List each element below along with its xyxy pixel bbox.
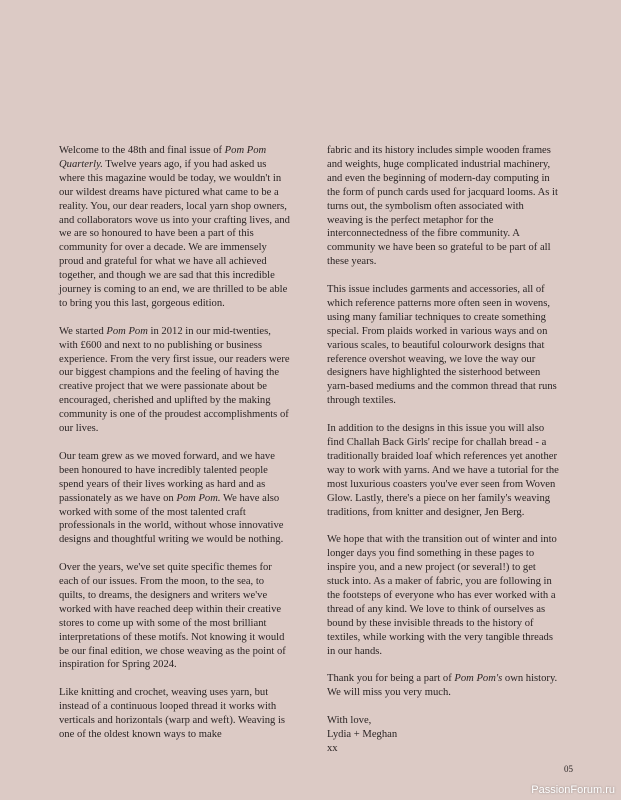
text-run: We started [59, 325, 107, 337]
signoff-line: With love, [327, 715, 372, 727]
text-run: Welcome to the 48th and final issue of [59, 145, 225, 156]
magazine-title: Pom Pom [106, 325, 148, 337]
magazine-title: Pom Pom. [176, 492, 221, 504]
signoff [327, 714, 559, 756]
signoff-kisses: xx [327, 742, 338, 754]
left-column [59, 144, 291, 742]
magazine-title: Pom Pom Quarterly. [59, 145, 267, 170]
text-run: own history. We will miss you very much. [327, 673, 558, 699]
text-run: Our team grew as we moved forward, and we have been honoured to have incredibly talented people spend years of their lives working as hard and as passionately as we have on [59, 450, 275, 504]
watermark: PassionForum.ru [531, 784, 615, 796]
page-number: 05 [564, 764, 573, 774]
right-column [327, 144, 559, 756]
signoff-names: Lydia + Meghan [327, 728, 398, 740]
text-run: Thank you for being a part of [327, 673, 455, 685]
history-paragraph [59, 325, 291, 436]
thanks-paragraph [327, 672, 559, 700]
intro-paragraph [59, 144, 291, 311]
additions-paragraph: In addition to the designs in this issue you will also find Challah Back Girls' recipe for challah bread - a traditionally braided loaf which references yet another way to work with yarns. And we have a tutorial for the most luxurious coasters you've ever seen from Woven Glow. Lastly, there's a piece on her family's weaving traditions, from knitter and designer, Jen Berg. [327, 423, 559, 518]
issue-contents-paragraph: This issue includes garments and accessories, all of which reference patterns more often seen in wovens, using many familiar techniques to create something special. From plaids worked in various ways and on various scales, to beautiful colourwork designs that reference overshot weaving, we love the way our designers have highlighted the sisterhood between yarn-based mediums and the common thread that runs through textiles. [327, 284, 557, 407]
hope-paragraph: We hope that with the transition out of winter and into longer days you find something in these pages to inspire you, and a new project (or several!) to get stuck into. As a maker of fabric, you are following in the footsteps of everyone who has ever worked with a thread of any kind. We love to think of ourselves as bound by these invisible threads to the history of textiles, while working with the very tangible threads in our hands. [327, 534, 557, 657]
themes-paragraph: Over the years, we've set quite specific themes for each of our issues. From the moon, to the sea, to quilts, to dreams, the designers and writers we've worked with have reached deep within their creative stores to come up with some of the most brilliant interpretations of these motifs. Not knowing it would be our final edition, we chose weaving as the point of inspiration for Spring 2024. [59, 562, 286, 671]
text-run: We have also worked with some of the most talented craft professionals in the world, without whose innovative designs and thoughtful writing we would be nothing. [59, 492, 284, 546]
weaving-paragraph: Like knitting and crochet, weaving uses yarn, but instead of a continuous looped thread it works with verticals and horizontals (warp and weft). Weaving is one of the oldest known ways to make [59, 687, 286, 740]
text-run: Twelve years ago, if you had asked us where this magazine would be today, we wouldn't in our wildest dreams have pictured what came to be a reality. You, our dear readers, local yarn shop owners, and collaborators wove us into your crafting lives, and we are so honoured to have been a part of this community for over a decade. We are immensely proud and grateful for what we have all achieved together, and though we are sad that this incredible journey is coming to an end, we are thrilled to be able to bring you this last, gorgeous edition. [59, 158, 290, 309]
team-paragraph [59, 450, 291, 547]
weaving-history-paragraph: fabric and its history includes simple wooden frames and weights, huge complicated industrial machinery, and even the beginning of modern-day computing in the form of punch cards used for jacquard looms. As it turns out, the symbolism often associated with weaving is the perfect metaphor for the interconnectedness of the fibre community. A community we have been so grateful to be part of all these years. [327, 145, 558, 268]
magazine-title: Pom Pom's [454, 673, 503, 685]
text-run: in 2012 in our mid-twenties, with £600 and next to no publishing or business experience. From the very first issue, our readers were our biggest champions and the feeling of having the creative project that we were passionate about be encouraged, cherished and uplifted by the making community is one of the proudest accomplishments of our lives. [59, 325, 290, 435]
